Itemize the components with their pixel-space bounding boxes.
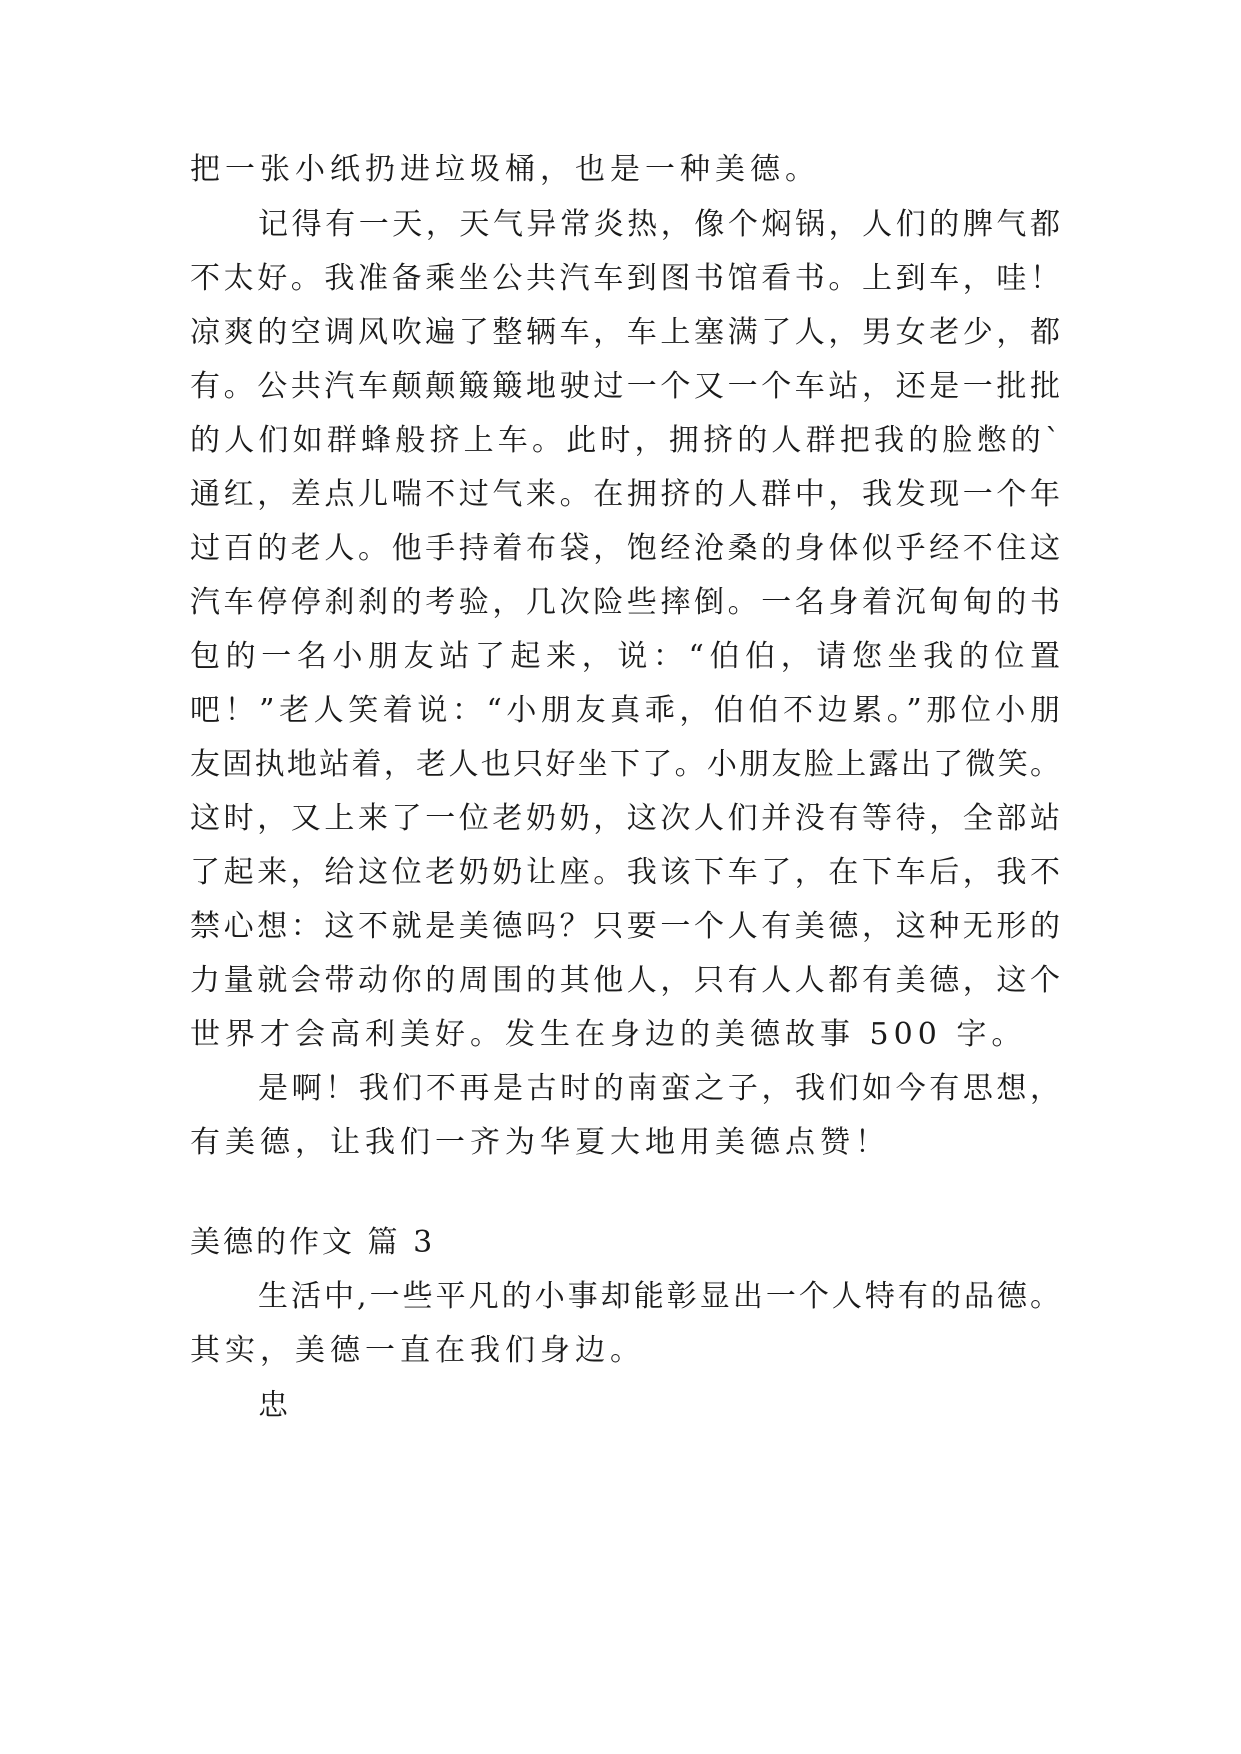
paragraph-line: 通红，差点儿喘不过气来。在拥挤的人群中，我发现一个年: [190, 477, 1060, 512]
paragraph-line: 是啊！我们不再是古时的南蛮之子，我们如今有思想，: [258, 1071, 1060, 1106]
paragraph-line: 的人们如群蜂般挤上车。此时，拥挤的人群把我的脸憋的`: [190, 423, 1060, 458]
paragraph-line: 友固执地站着，老人也只好坐下了。小朋友脸上露出了微笑。: [190, 747, 1060, 782]
paragraph-line: 把一张小纸扔进垃圾桶，也是一种美德。: [190, 152, 820, 187]
section-heading: 美德的作文 篇 3: [190, 1225, 436, 1260]
paragraph-line: 生活中,一些平凡的小事却能彰显出一个人特有的品德。: [258, 1279, 1060, 1314]
paragraph-line: 包的一名小朋友站了起来，说：“伯伯，请您坐我的位置: [190, 639, 1060, 674]
paragraph-line: 记得有一天，天气异常炎热，像个焖锅，人们的脾气都: [258, 207, 1060, 242]
paragraph-line: 有。公共汽车颠颠簸簸地驶过一个又一个车站，还是一批批: [190, 369, 1060, 404]
paragraph-line: 这时，又上来了一位老奶奶，这次人们并没有等待，全部站: [190, 801, 1060, 836]
paragraph-line: 禁心想：这不就是美德吗？只要一个人有美德，这种无形的: [190, 909, 1060, 944]
paragraph-line: 过百的老人。他手持着布袋，饱经沧桑的身体似乎经不住这: [190, 531, 1060, 566]
paragraph-line: 凉爽的空调风吹遍了整辆车，车上塞满了人，男女老少，都: [190, 315, 1060, 350]
paragraph-line: 有美德，让我们一齐为华夏大地用美德点赞！: [190, 1125, 890, 1160]
paragraph-line: 吧！”老人笑着说：“小朋友真乖，伯伯不边累。”那位小朋: [190, 693, 1060, 728]
paragraph-line: 忠: [258, 1388, 293, 1423]
paragraph-line: 了起来，给这位老奶奶让座。我该下车了，在下车后，我不: [190, 855, 1060, 890]
paragraph-line: 世界才会高利美好。发生在身边的美德故事 500 字。: [190, 1017, 1027, 1052]
paragraph-line: 不太好。我准备乘坐公共汽车到图书馆看书。上到车，哇！: [190, 261, 1060, 296]
paragraph-line: 力量就会带动你的周围的其他人，只有人人都有美德，这个: [190, 963, 1060, 998]
paragraph-line: 汽车停停刹刹的考验，几次险些摔倒。一名身着沉甸甸的书: [190, 585, 1060, 620]
paragraph-line: 其实，美德一直在我们身边。: [190, 1333, 645, 1368]
